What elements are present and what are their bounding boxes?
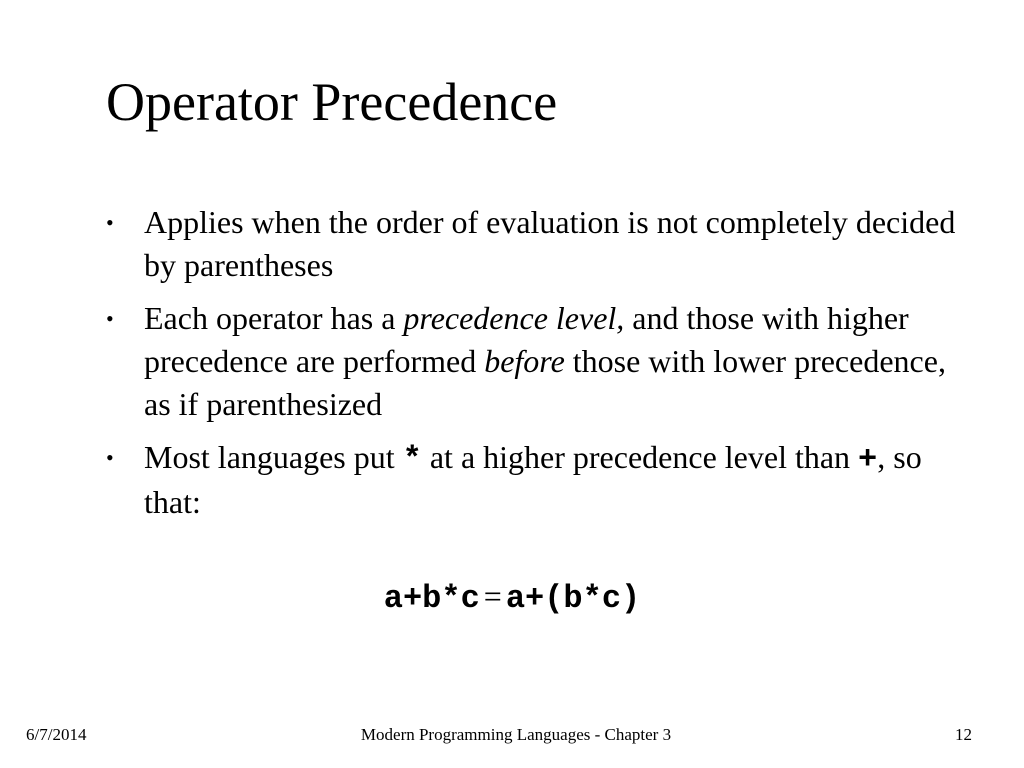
code-multiply-operator: * (402, 441, 422, 478)
bullet-text-segment: at a higher precedence level than (421, 439, 859, 475)
bullet-marker: • (106, 210, 114, 235)
bullet-text (144, 436, 976, 524)
bullet-text-segment: , so that: (144, 439, 922, 520)
bullet-text-segment: those with lower precedence, as if parenthesized (144, 343, 946, 422)
equation-sign: = (483, 578, 502, 614)
equation-left: a+b*c (383, 580, 480, 617)
footer-title: Modern Programming Languages - Chapter 3 (360, 725, 672, 744)
bullet-text-segment: and those with higher precedence are performed (144, 300, 909, 379)
emphasis-before: before (484, 343, 565, 379)
bullet-text (144, 297, 976, 426)
bullet-text (144, 201, 976, 287)
slide-title: Operator Precedence (106, 72, 558, 132)
bullet-text-segment: Each operator has a (144, 300, 404, 336)
equation-right: a+(b*c) (505, 580, 641, 617)
bullet-text-segment: Most languages put (144, 439, 403, 475)
precedence-equation (0, 576, 1024, 619)
bullet-text-segment: Applies when the order of evaluation is not completely decided by parentheses (144, 204, 956, 283)
emphasis-precedence-level: precedence level, (403, 300, 625, 336)
bullet-marker: • (106, 445, 114, 470)
bullet-item-2 (106, 297, 976, 426)
bullet-item-1 (106, 201, 976, 287)
footer-date: 6/7/2014 (26, 725, 87, 744)
bullet-item-3 (106, 436, 976, 524)
code-plus-operator: + (858, 441, 878, 478)
bullet-list (106, 201, 976, 534)
bullet-marker: • (106, 306, 114, 331)
footer-page-number: 12 (955, 725, 972, 744)
